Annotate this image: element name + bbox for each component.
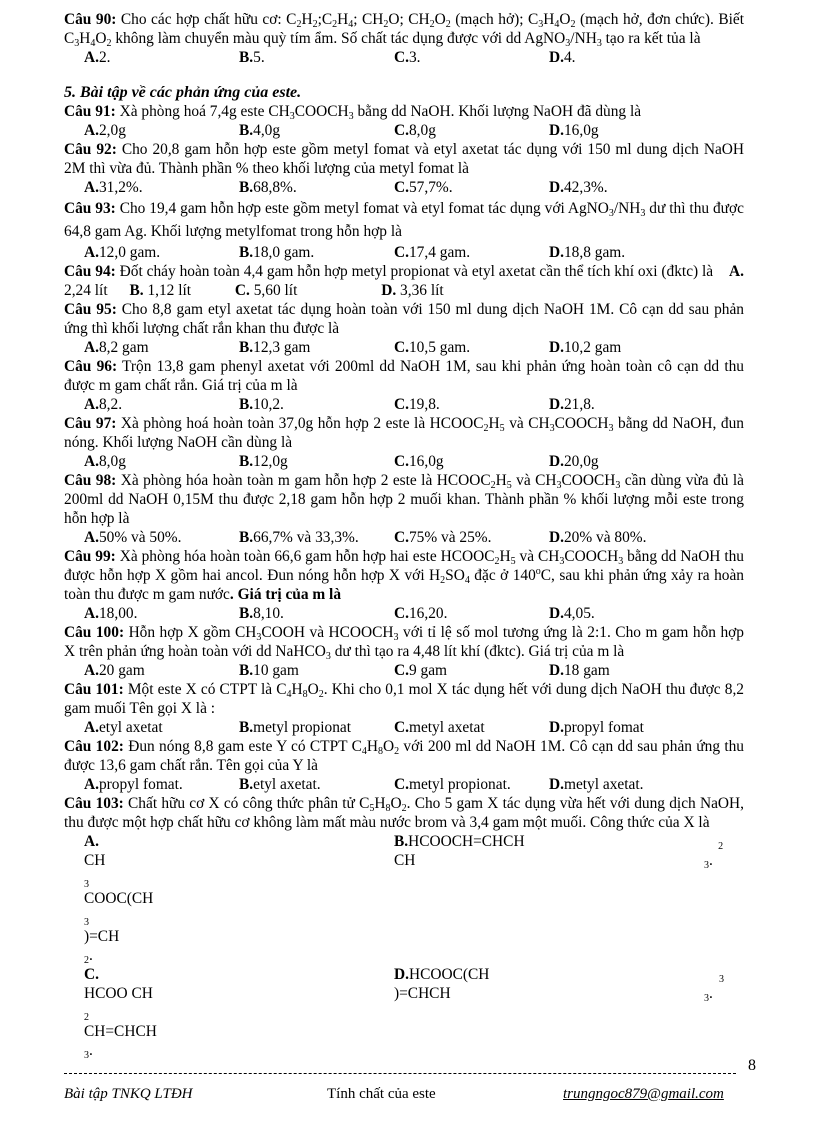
option-c[interactable]: C.metyl axetat (394, 719, 485, 736)
question-91: Câu 91: Xà phòng hoá 7,4g este $CH_3COOCH_3$ bằng dd NaOH. Khối lượng NaOH đã dùng là (64, 103, 642, 122)
option-a[interactable]: $A.CH_3COOC(CH_3)=CH_2$. (84, 833, 154, 966)
question-95: Câu 95: Cho 8,8 gam etyl axetat tác dụng hoàn toàn với 150 ml dung dịch NaOH 1M. Cô cạn dd sau phản ứng thì khối lượng chất rắn khan thu được là (64, 301, 745, 337)
option-d[interactable]: D.metyl axetat. (549, 776, 644, 793)
option-a[interactable]: A.50% và 50%. (84, 529, 182, 546)
answer-options (84, 243, 744, 262)
option-b[interactable]: B.12,0g (239, 453, 288, 470)
answer-options (84, 718, 744, 737)
option-c[interactable]: C.19,8. (394, 396, 440, 413)
question-102: Câu 102: Đun nóng 8,8 gam este Y có CTPT $C_4H_8O_2$ với 200 ml dd NaOH 1M. Cô cạn dd sau phản ứng thu được 13,6 gam chất rắn. Tên gọi của Y là (64, 738, 745, 774)
option-d[interactable]: D.18 gam (549, 662, 610, 679)
option-d[interactable]: D.4,05. (549, 605, 595, 622)
question-96: Câu 96: Trộn 13,8 gam phenyl axetat với 200ml dd NaOH 1M, sau khi phản ứng hoàn toàn cô cạn dd thu được m gam chất rắn. Giá trị của m là (64, 358, 744, 394)
option-c[interactable]: C.metyl propionat. (394, 776, 511, 793)
option-d[interactable]: D.21,8. (549, 396, 595, 413)
option-c[interactable]: C.8,0g (394, 122, 436, 139)
answer-options (84, 395, 744, 414)
option-c[interactable]: C.HCOO $CH_2CH=CHCH_3$. (84, 966, 157, 1061)
option-b[interactable]: B.etyl axetat. (239, 776, 321, 793)
option-b[interactable]: B.10 gam (239, 662, 299, 679)
option-b[interactable]: B.8,10. (239, 605, 284, 622)
footer-title: Tính chất của este (327, 1086, 436, 1102)
option-a[interactable]: A.8,2 gam (84, 339, 149, 356)
option-c[interactable]: C.16,0g (394, 453, 444, 470)
option-d[interactable]: D.4. (549, 49, 576, 66)
option-d[interactable]: D.42,3%. (549, 179, 608, 196)
answer-options (84, 775, 744, 794)
answer-options (84, 661, 744, 680)
question-label: Câu 90: (64, 11, 117, 28)
option-b[interactable]: B.66,7% và 33,3%. (239, 529, 359, 546)
option-d[interactable]: D. 3,36 lít (381, 282, 444, 299)
answer-options (84, 338, 744, 357)
option-c[interactable]: C.10,5 gam. (394, 339, 471, 356)
answer-options (84, 121, 744, 140)
option-d[interactable]: D.HCOOC(CH $_3$)=CHCH $_3$. (394, 966, 724, 1004)
option-b[interactable]: B.5. (239, 49, 265, 66)
option-d[interactable]: D.20% và 80%. (549, 529, 647, 546)
question-93: Câu 93: Cho 19,4 gam hỗn hợp este gồm metyl fomat và etyl fomat tác dụng với $AgNO_3/NH_3$ dư thì thu được 64,8 gam Ag. Khối lượng metylfomat trong hỗn hợp là (64, 200, 744, 240)
page-number: 8 (748, 1057, 756, 1074)
option-b[interactable]: B.10,2. (239, 396, 284, 413)
question-97: Câu 97: Xà phòng hoá hoàn toàn 37,0g hỗn hợp 2 este là $HCOOC_2H_5$ và $CH_3COOCH_3$ bằng dd NaOH, đun nóng. Khối lượng NaOH cần dùng là (64, 415, 744, 451)
footer-divider (64, 1073, 736, 1074)
option-c[interactable]: C.9 gam (394, 662, 448, 679)
option-d[interactable]: D.18,8 gam. (549, 244, 626, 261)
question-90: Câu 90: Cho các hợp chất hữu cơ: $C_2H_2;C_2H_4$; $CH_2O$; $CH_2O_2$ (mạch hở); $C_3H_4O_2$ (mạch hở, đơn chức). Biết $C_3H_4O_2$ không làm chuyển màu quỳ tím ẩm. Số chất tác dụng được với dd $AgNO_3/NH_3$ tạo ra kết tủa là (64, 11, 744, 49)
option-b[interactable]: B.18,0 gam. (239, 244, 315, 261)
option-a[interactable]: A.8,2. (84, 396, 123, 413)
option-b[interactable]: B. 1,12 lít (129, 282, 192, 299)
option-b[interactable]: B.metyl propionat (239, 719, 352, 736)
option-b[interactable]: B.4,0g (239, 122, 281, 139)
answer-options (84, 965, 744, 1060)
option-c[interactable]: C.3. (394, 49, 421, 66)
answer-options (84, 832, 744, 965)
answer-options (84, 48, 744, 67)
option-c[interactable]: C. 5,60 lít (234, 282, 298, 299)
option-b[interactable]: B.68,8%. (239, 179, 297, 196)
answer-options (84, 452, 744, 471)
option-a[interactable]: A.propyl fomat. (84, 776, 183, 793)
option-a[interactable]: A.8,0g (84, 453, 126, 470)
option-a[interactable]: A.2,0g (84, 122, 126, 139)
question-100: Câu 100: Hỗn hợp X gồm $CH_3COOH$ và $HCOOCH_3$ với tỉ lệ số mol tương ứng là 2:1. Cho m gam hỗn hợp X trên phản ứng hoàn toàn với dd NaHCO$_3$ dư thì tạo ra 4,48 lít khí (đktc). Giá trị của m là (64, 624, 744, 662)
answer-options (84, 178, 744, 197)
option-c[interactable]: C.16,20. (394, 605, 448, 622)
option-b[interactable]: B.HCOOCH=CHCH $_2$CH $_3$. (394, 833, 724, 871)
option-b[interactable]: B.12,3 gam (239, 339, 311, 356)
option-a[interactable]: A.20 gam (84, 662, 145, 679)
question-98: Câu 98: Xà phòng hóa hoàn toàn m gam hỗn hợp 2 este là $HCOOC_2H_5$ và $CH_3COOCH_3$ cần dùng vừa đủ là 200ml dd NaOH 0,15M thu được 2,18 gam hỗn hợp 2 muối khan. Thành phần % khối lượng mỗi este trong hỗn hợp là (64, 472, 744, 527)
option-d[interactable]: D.propyl fomat (549, 719, 644, 736)
option-d[interactable]: D.16,0g (549, 122, 599, 139)
option-a[interactable]: A. 2,24 lít (64, 263, 745, 299)
answer-options (84, 604, 744, 623)
option-c[interactable]: C.17,4 gam. (394, 244, 471, 261)
footer-email-link[interactable]: trungngoc879@gmail.com (563, 1086, 724, 1102)
question-92: Câu 92: Cho 20,8 gam hỗn hợp este gồm metyl fomat và etyl axetat tác dụng với 150 ml dung dịch NaOH 2M thì vừa đủ. Thành phần % theo khối lượng của metyl fomat là (64, 141, 745, 177)
question-94: Câu 94: Đốt cháy hoàn toàn 4,4 gam hỗn hợp metyl propionat và etyl axetat cần thể tích khí oxi (đktc) là A. 2,24 lít B. 1,12 lít C. 5,60 lít D. 3,36 lít (64, 263, 745, 299)
option-c[interactable]: C.57,7%. (394, 179, 453, 196)
question-103: Câu 103: Chất hữu cơ X có công thức phân tử $C_5H_8O_2$. Cho 5 gam X tác dụng vừa hết với dung dịch NaOH, thu được một hợp chất hữu cơ không làm mất màu nước brom và 3,4 gam một muối. Công thức của X là (64, 795, 744, 831)
question-99: Câu 99: Xà phòng hóa hoàn toàn 66,6 gam hỗn hợp hai este $HCOOC_2H_5$ và $CH_3COOCH_3$ bằng dd NaOH thu được hỗn hợp X gồm hai ancol. Đun nóng hỗn hợp X với $H_2SO_4$ đặc ở 140$^o$C, sau khi phản ứng xảy ra hoàn toàn thu được m gam nước. Giá trị của m là (64, 548, 744, 603)
option-d[interactable]: D.10,2 gam (549, 339, 622, 356)
option-a[interactable]: A.12,0 gam. (84, 244, 161, 261)
option-a[interactable]: A.31,2%. (84, 179, 143, 196)
footer-left: Bài tập TNKQ LTĐH (64, 1086, 193, 1102)
question-101: Câu 101: Một este X có CTPT là $C_4H_8O_2$. Khi cho 0,1 mol X tác dụng hết với dung dịch NaOH thu được 8,2 gam muối Tên gọi X là : (64, 681, 744, 717)
option-a[interactable]: A.2. (84, 49, 111, 66)
document-page (64, 10, 744, 1060)
option-c[interactable]: C.75% và 25%. (394, 529, 492, 546)
option-a[interactable]: A.18,00. (84, 605, 138, 622)
answer-options (84, 528, 744, 547)
option-d[interactable]: D.20,0g (549, 453, 599, 470)
option-a[interactable]: A.etyl axetat (84, 719, 163, 736)
section-heading: 5. Bài tập về các phản ứng của este. (64, 84, 302, 101)
